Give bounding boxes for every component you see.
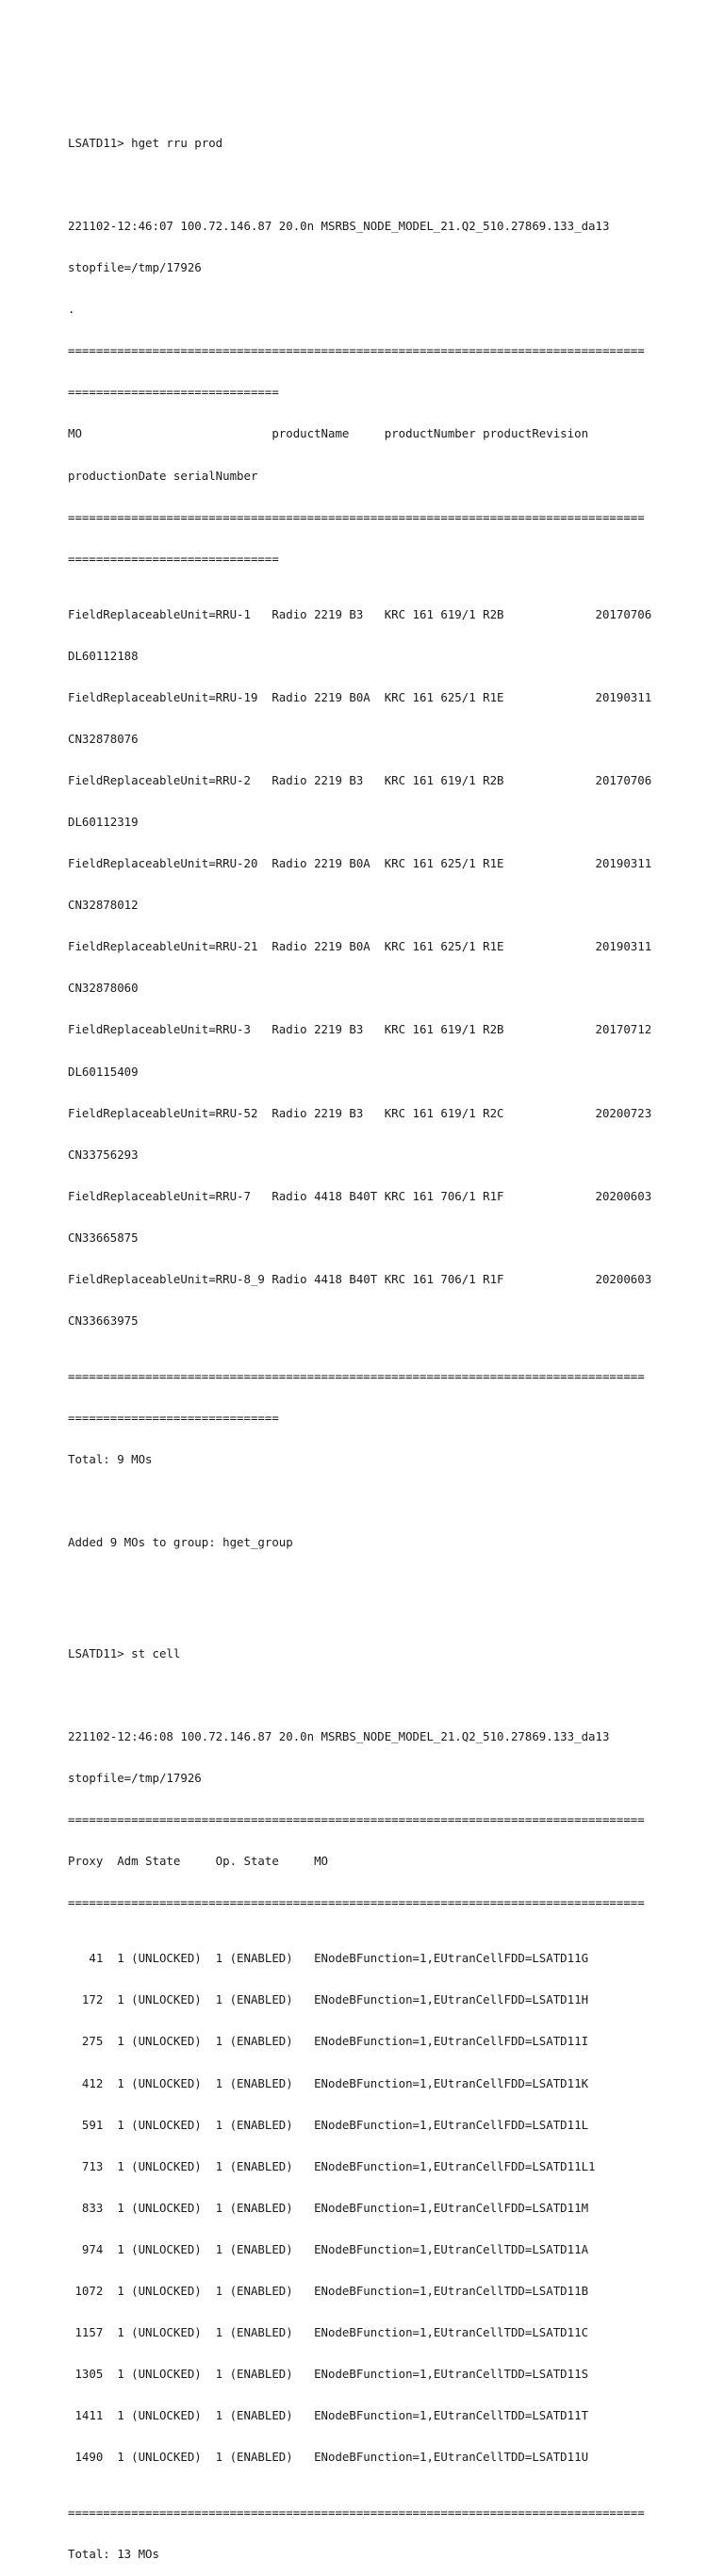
command-prompt: LSATD11> st cell (68, 1645, 181, 1660)
progress-dot: . (68, 302, 75, 317)
table-row-serial: CN33663975 (68, 1313, 139, 1329)
table-row: FieldReplaceableUnit=RRU-1 Radio 2219 B3 KRC 161 619/1 R2B 20170706 (68, 606, 652, 621)
table-row: 41 1 (UNLOCKED) 1 (ENABLED) ENodeBFunction=1,EUtranCellFDD=LSATD11G (68, 1951, 589, 1966)
blank-line (68, 1577, 671, 1592)
separator-line: ============================== (68, 385, 279, 400)
table-row: 412 1 (UNLOCKED) 1 (ENABLED) ENodeBFunction=1,EUtranCellFDD=LSATD11K (68, 2075, 589, 2090)
table-header: MO productName productNumber productRevision (68, 426, 589, 441)
stopfile-line: stopfile=/tmp/17926 (68, 1771, 202, 1786)
separator-line: ================================================================================== (68, 2505, 645, 2520)
terminal-output[interactable] (68, 81, 671, 2576)
table-row: FieldReplaceableUnit=RRU-52 Radio 2219 B3 KRC 161 619/1 R2C 20200723 (68, 1105, 652, 1120)
table-row-serial: CN32878060 (68, 981, 139, 996)
separator-line: ================================================================================== (68, 1368, 645, 1383)
run-header-line: 221102-12:46:07 100.72.146.87 20.0n MSRBS_NODE_MODEL_21.Q2_510.27869.133_da13 (68, 219, 610, 233)
table-row: 275 1 (UNLOCKED) 1 (ENABLED) ENodeBFunction=1,EUtranCellFDD=LSATD11I (68, 2034, 589, 2049)
separator-line: ================================================================================== (68, 343, 645, 358)
blank-line (68, 1689, 671, 1703)
table-row: 172 1 (UNLOCKED) 1 (ENABLED) ENodeBFunction=1,EUtranCellFDD=LSATD11H (68, 1992, 589, 2007)
separator-line: ============================== (68, 551, 279, 566)
separator-line: ============================== (68, 1411, 279, 1426)
table-row: 974 1 (UNLOCKED) 1 (ENABLED) ENodeBFunction=1,EUtranCellTDD=LSATD11A (68, 2241, 589, 2256)
table-row: 833 1 (UNLOCKED) 1 (ENABLED) ENodeBFunction=1,EUtranCellFDD=LSATD11M (68, 2200, 589, 2215)
separator-line: ================================================================================== (68, 1895, 645, 1910)
table-row: 1305 1 (UNLOCKED) 1 (ENABLED) ENodeBFunction=1,EUtranCellTDD=LSATD11S (68, 2367, 589, 2382)
table-row-serial: DL60112188 (68, 648, 139, 663)
table-row-serial: DL60112319 (68, 815, 139, 830)
separator-line: ================================================================================== (68, 1812, 645, 1827)
separator-line: ================================================================================== (68, 509, 645, 524)
table-row: FieldReplaceableUnit=RRU-21 Radio 2219 B0A KRC 161 625/1 R1E 20190311 (68, 939, 652, 954)
table-row: 1490 1 (UNLOCKED) 1 (ENABLED) ENodeBFunction=1,EUtranCellTDD=LSATD11U (68, 2450, 589, 2465)
blank-line (68, 178, 671, 192)
table-row: 1072 1 (UNLOCKED) 1 (ENABLED) ENodeBFunction=1,EUtranCellTDD=LSATD11B (68, 2284, 589, 2299)
table-row: 1157 1 (UNLOCKED) 1 (ENABLED) ENodeBFunction=1,EUtranCellTDD=LSATD11C (68, 2325, 589, 2340)
table-row: FieldReplaceableUnit=RRU-8_9 Radio 4418 B40T KRC 161 706/1 R1F 20200603 (68, 1272, 652, 1287)
table-row-serial: CN32878012 (68, 898, 139, 913)
stopfile-line: stopfile=/tmp/17926 (68, 260, 202, 275)
table-row-serial: CN33756293 (68, 1147, 139, 1162)
table-row-serial: CN32878076 (68, 731, 139, 746)
group-added-line: Added 9 MOs to group: hget_group (68, 1535, 293, 1550)
total-line: Total: 13 MOs (68, 2547, 159, 2562)
table-row: FieldReplaceableUnit=RRU-7 Radio 4418 B40T KRC 161 706/1 R1F 20200603 (68, 1188, 652, 1203)
table-row: FieldReplaceableUnit=RRU-19 Radio 2219 B0A KRC 161 625/1 R1E 20190311 (68, 689, 652, 704)
table-row-serial: DL60115409 (68, 1064, 139, 1079)
table-header: Proxy Adm State Op. State MO (68, 1854, 329, 1869)
table-row: FieldReplaceableUnit=RRU-20 Radio 2219 B0A KRC 161 625/1 R1E 20190311 (68, 856, 652, 871)
table-row: 591 1 (UNLOCKED) 1 (ENABLED) ENodeBFunction=1,EUtranCellFDD=LSATD11L (68, 2117, 589, 2132)
table-header: productionDate serialNumber (68, 468, 258, 483)
table-row: 1411 1 (UNLOCKED) 1 (ENABLED) ENodeBFunction=1,EUtranCellTDD=LSATD11T (68, 2408, 589, 2423)
blank-line (68, 1494, 671, 1509)
total-line: Total: 9 MOs (68, 1452, 153, 1467)
table-row: 713 1 (UNLOCKED) 1 (ENABLED) ENodeBFunction=1,EUtranCellFDD=LSATD11L1 (68, 2158, 596, 2173)
run-header-line: 221102-12:46:08 100.72.146.87 20.0n MSRBS_NODE_MODEL_21.Q2_510.27869.133_da13 (68, 1729, 610, 1744)
table-row: FieldReplaceableUnit=RRU-3 Radio 2219 B3 KRC 161 619/1 R2B 20170712 (68, 1022, 652, 1037)
command-prompt: LSATD11> hget rru prod (68, 135, 223, 150)
table-row-serial: CN33665875 (68, 1230, 139, 1245)
table-row: FieldReplaceableUnit=RRU-2 Radio 2219 B3 KRC 161 619/1 R2B 20170706 (68, 772, 652, 787)
